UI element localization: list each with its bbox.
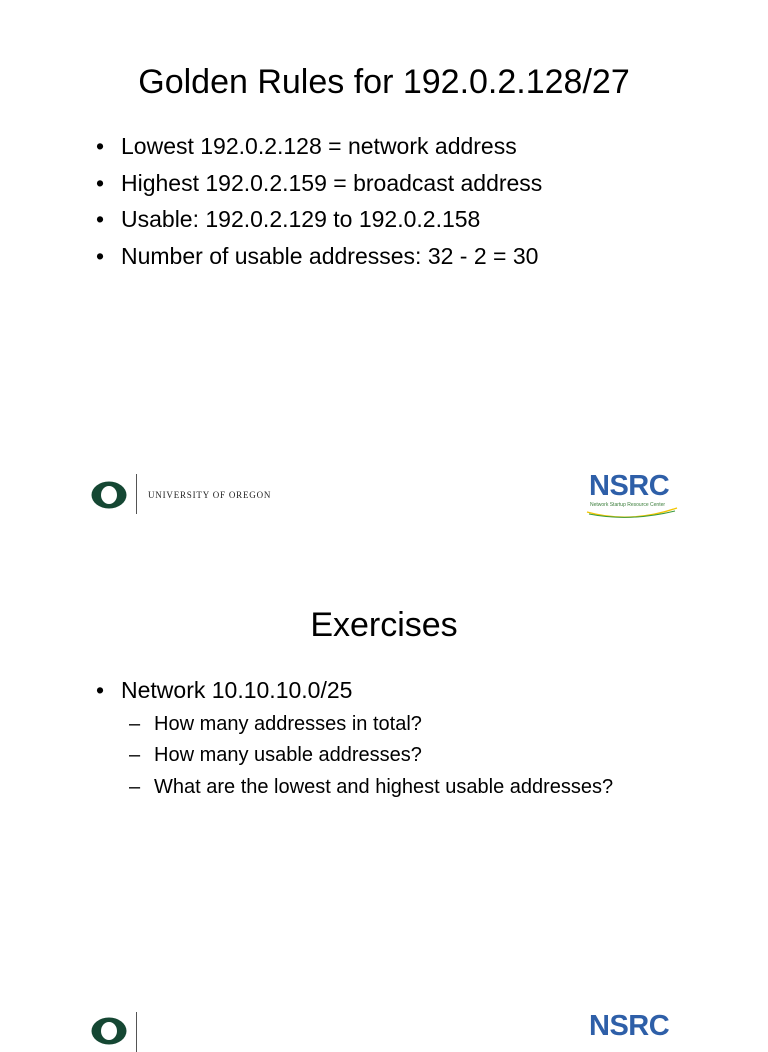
- sub-bullet-marker: –: [129, 775, 141, 798]
- sub-bullet-item: [129, 772, 613, 804]
- nsrc-logo-text: NSRC: [589, 470, 670, 502]
- bullet-item: [96, 201, 542, 238]
- slide-footer: [0, 468, 768, 528]
- sub-bullet-marker: –: [129, 744, 141, 766]
- uo-o-logo-icon: [90, 1016, 128, 1046]
- slide-footer-partial: [0, 1010, 768, 1042]
- bullet-text: Network 10.10.10.0/25: [121, 677, 353, 703]
- bullet-list: [96, 128, 542, 274]
- logo-divider: [136, 474, 137, 514]
- sub-bullet-marker: –: [129, 712, 141, 735]
- bullet-list: [96, 672, 614, 803]
- uo-logo-text: UNIVERSITY OF OREGON: [148, 490, 272, 500]
- bullet-item: [96, 165, 542, 202]
- bullet-item: [96, 128, 542, 165]
- bullet-marker: •: [96, 242, 105, 269]
- slide-title: Exercises: [310, 606, 458, 644]
- bullet-marker: •: [96, 169, 105, 196]
- logo-divider: [136, 1012, 137, 1052]
- sub-bullet-text: How many addresses in total?: [154, 712, 422, 735]
- uo-o-logo-icon: [90, 480, 128, 510]
- bullet-text: Highest 192.0.2.159 = broadcast address: [121, 169, 543, 196]
- sub-bullet-text: How many usable addresses?: [154, 744, 422, 766]
- bullet-marker: •: [96, 677, 105, 703]
- bullet-text: Usable: 192.0.2.129 to 192.0.2.158: [121, 206, 481, 232]
- bullet-marker: •: [96, 133, 105, 159]
- nsrc-logo: [585, 470, 685, 520]
- nsrc-logo-text: NSRC: [589, 1010, 670, 1042]
- bullet-item: [96, 238, 542, 275]
- sub-bullet-item: [129, 740, 613, 772]
- sub-bullet-list: [129, 709, 613, 804]
- slide-title: Golden Rules for 192.0.2.128/27: [138, 63, 630, 101]
- bullet-marker: •: [96, 206, 105, 232]
- bullet-text: Number of usable addresses: 32 - 2 = 30: [121, 242, 539, 269]
- sub-bullet-text: What are the lowest and highest usable addresses?: [154, 775, 614, 798]
- bullet-text: Lowest 192.0.2.128 = network address: [121, 133, 517, 159]
- bullet-item: [96, 672, 614, 803]
- nsrc-tagline: Network Startup Resource Center: [590, 502, 666, 508]
- sub-bullet-item: [129, 709, 613, 741]
- slide-exercises: [0, 540, 768, 1042]
